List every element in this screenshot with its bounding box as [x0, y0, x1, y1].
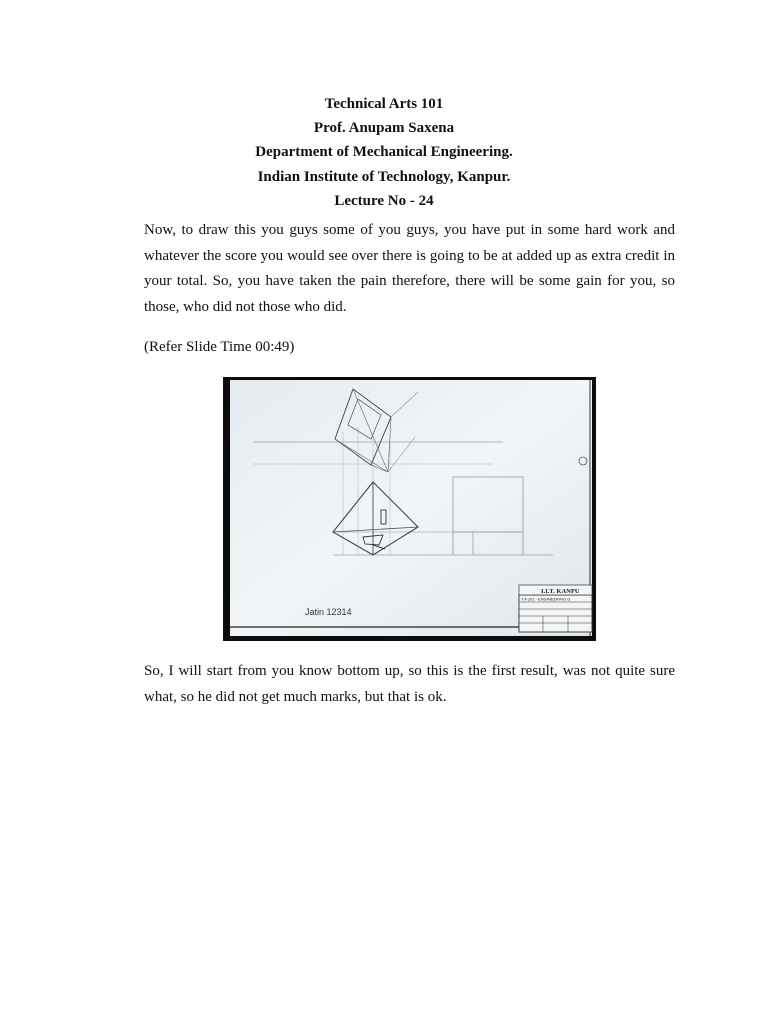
department-name: Department of Mechanical Engineering. [255, 144, 513, 161]
institute-name: Indian Institute of Technology, Kanpur. [257, 168, 511, 185]
lecture-number: Lecture No - 24 [334, 192, 434, 209]
document-header [0, 92, 768, 213]
title-block-course: T A 101 - ENGINEERING G [521, 596, 571, 602]
paragraph-1: Now, to draw this you guys some of you guys, you have put in some hard work and whatever the score you would see over there is going to be at added up as extra credit in your total. So, you have taken the pain therefore, there will be some gain for you, so those, who did not those who did. [144, 222, 675, 315]
title-block-heading: I.I.T. KANPU [541, 588, 580, 595]
engineering-drawing [223, 377, 596, 641]
slide-image [223, 377, 596, 641]
title-block [519, 585, 592, 632]
professor-name: Prof. Anupam Saxena [313, 120, 455, 137]
slide-signature: Jatin 12314 [305, 607, 352, 617]
slide-time-reference: (Refer Slide Time 00:49) [144, 339, 295, 355]
paragraph-2: So, I will start from you know bottom up, so this is the first result, was not quite sure what, so he did not get much marks, but that is ok. [144, 663, 675, 705]
course-title: Technical Arts 101 [324, 96, 444, 112]
